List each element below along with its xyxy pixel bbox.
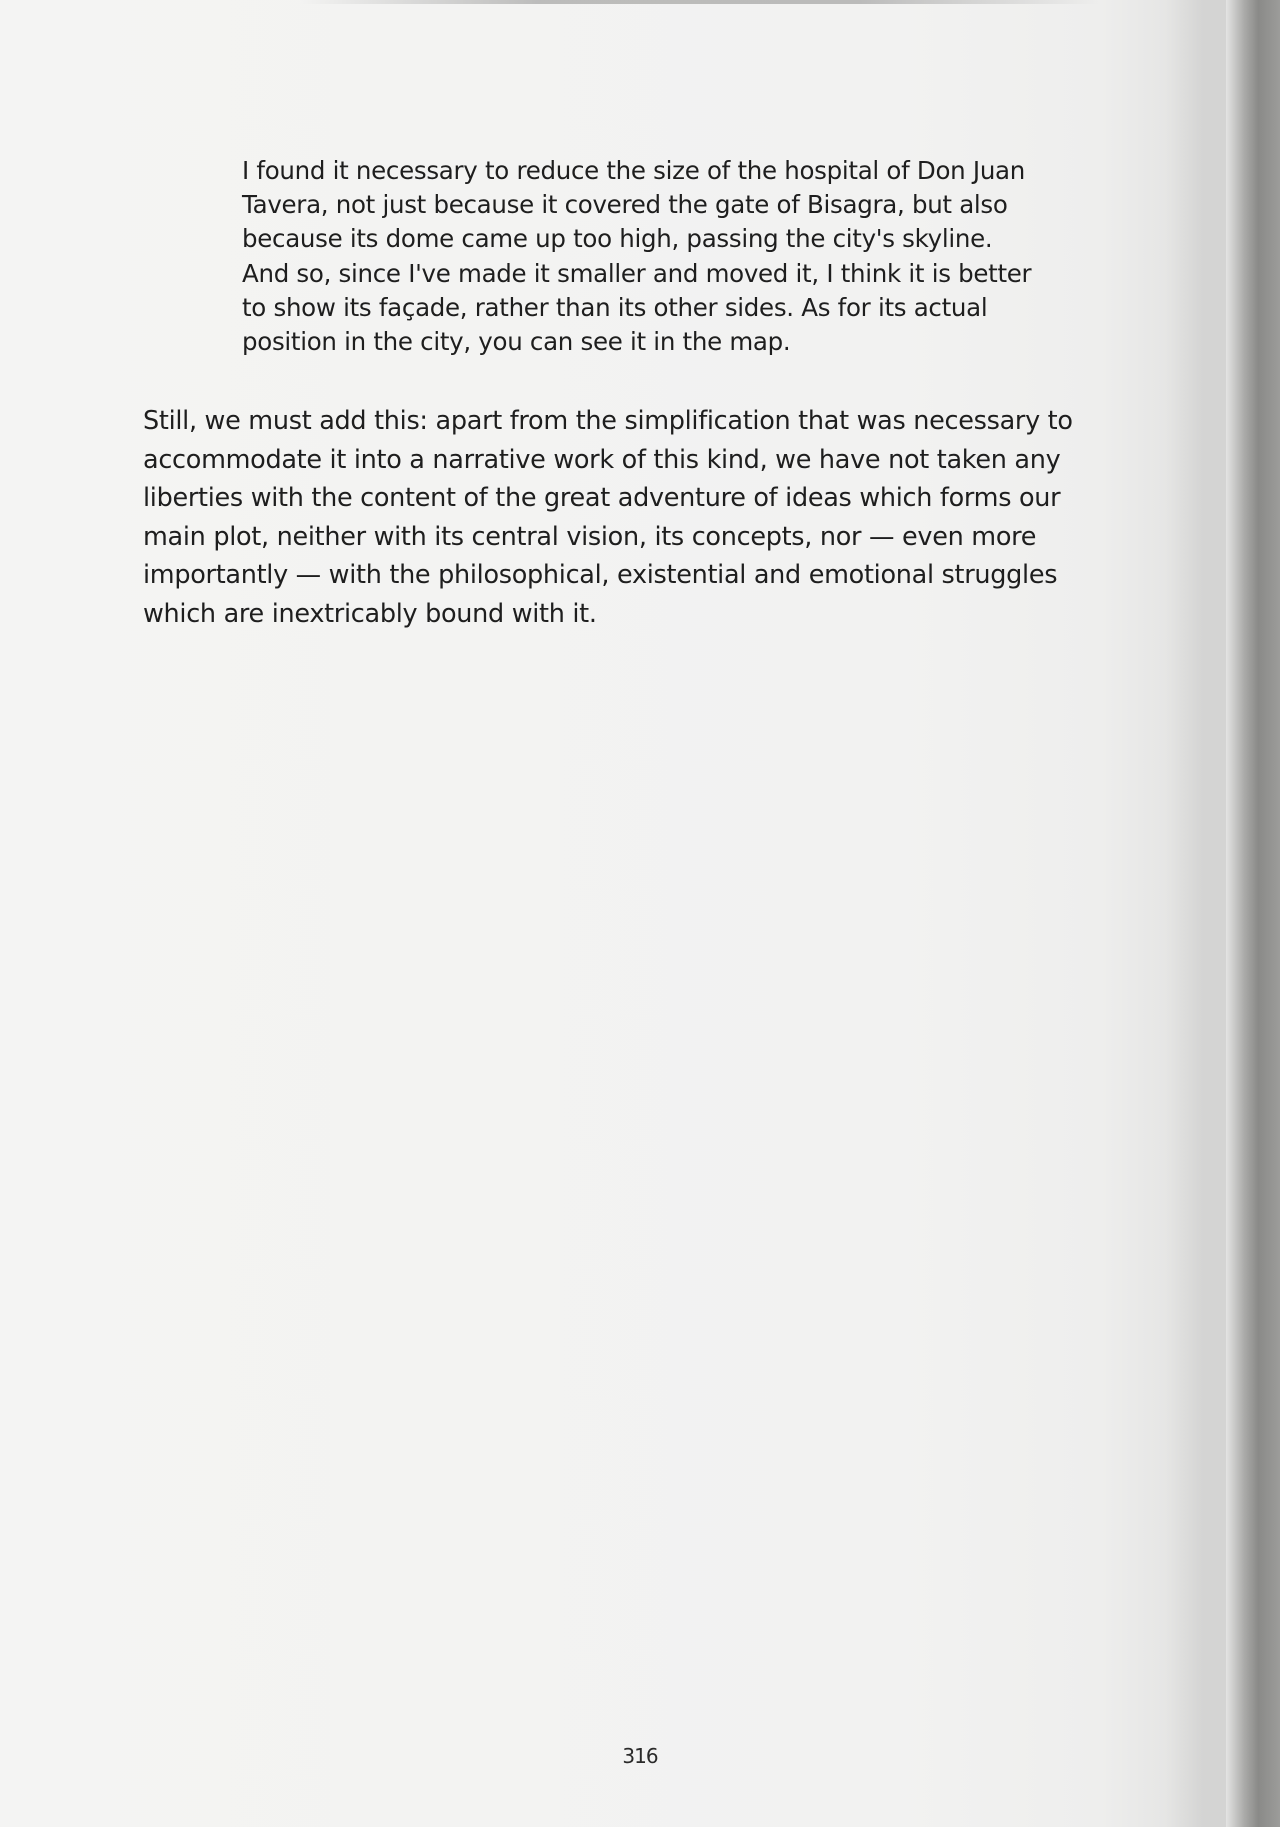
quote-line: I found it necessary to reduce the size of the hospital of Don Juan bbox=[242, 156, 1025, 185]
quote-line: position in the city, you can see it in the map. bbox=[242, 327, 791, 357]
paragraph-line: importantly — with the philosophical, existential and emotional struggles bbox=[143, 560, 1058, 591]
quote-line: to show its façade, rather than its other sides. As for its actual bbox=[242, 292, 988, 322]
quote-block bbox=[242, 154, 1082, 359]
page-top-edge bbox=[300, 0, 1100, 4]
quote-line: Tavera, not just because it covered the gate of Bisagra, but also bbox=[242, 190, 1008, 220]
paragraph-line: which are inextricably bound with it. bbox=[143, 598, 597, 629]
quote-line: And so, since I've made it smaller and moved it, I think it is better bbox=[242, 258, 1032, 288]
body-paragraph bbox=[143, 402, 1133, 634]
paragraph-line: accommodate it into a narrative work of this kind, we have not taken any bbox=[143, 444, 1061, 475]
paragraph-line: liberties with the content of the great adventure of ideas which forms our bbox=[143, 483, 1061, 514]
paragraph-line: Still, we must add this: apart from the simplification that was necessary to bbox=[143, 406, 1073, 436]
quote-line: because its dome came up too high, passing the city's skyline. bbox=[242, 224, 993, 254]
page-spine-shadow bbox=[1226, 0, 1280, 1827]
paragraph-line: main plot, neither with its central vision, its concepts, nor — even more bbox=[143, 521, 1037, 552]
page-number: 316 bbox=[622, 1744, 658, 1768]
